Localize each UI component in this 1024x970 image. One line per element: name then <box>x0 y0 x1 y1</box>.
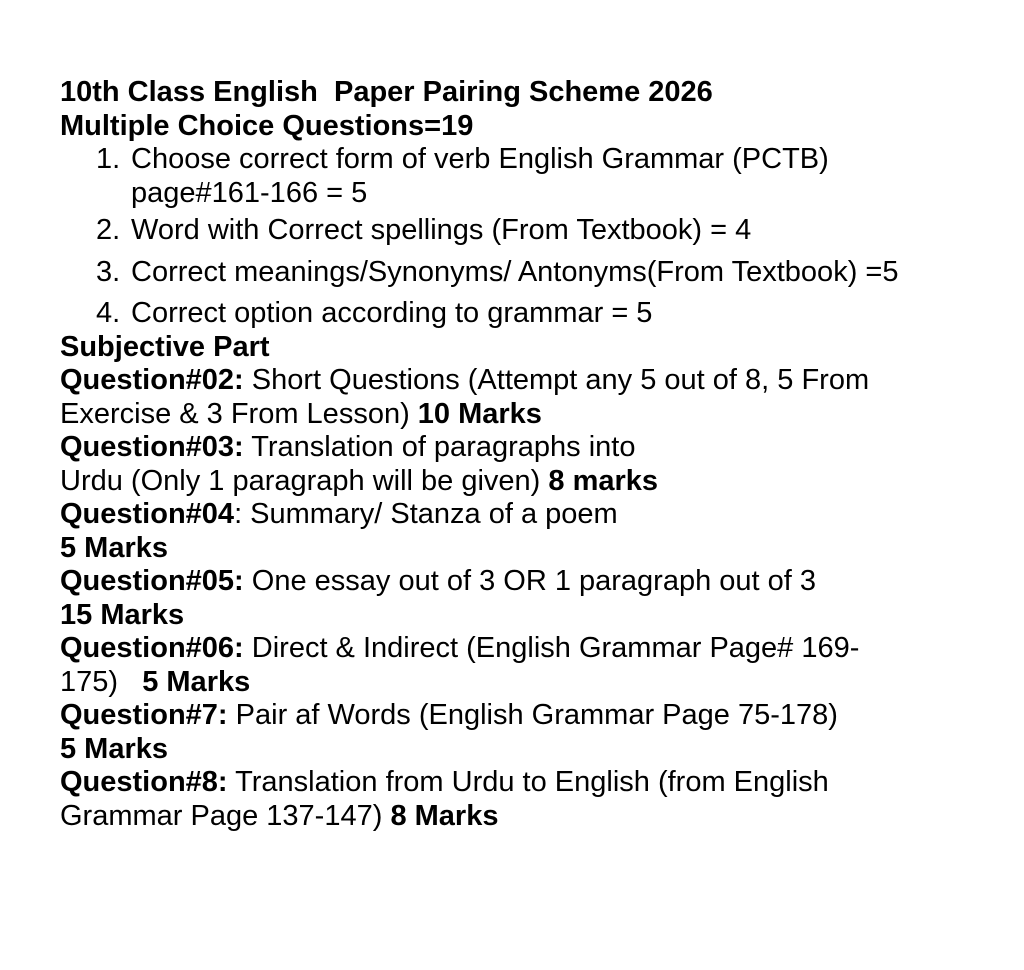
question-05 <box>60 565 1000 632</box>
list-item <box>60 256 1000 290</box>
question-text: Pair af Words (English Grammar Page 75-178) <box>227 699 838 731</box>
list-item-text: Correct option according to grammar = 5 <box>131 297 653 329</box>
question-text: Translation from Urdu to English (from English <box>227 766 829 798</box>
question-label: Question#06: <box>60 632 244 664</box>
mcq-list <box>60 143 1000 331</box>
question-marks: 5 Marks <box>142 665 251 698</box>
question-text: Short Questions (Attempt any 5 out of 8, 5 From <box>243 364 870 396</box>
question-text: Translation of paragraphs into <box>243 431 636 463</box>
list-item-number: 4. <box>96 297 121 329</box>
question-06 <box>60 632 1000 699</box>
mcq-heading: Multiple Choice Questions=19 <box>60 109 474 142</box>
question-marks: 8 marks <box>548 464 659 497</box>
question-text-continued: Urdu (Only 1 paragraph will be given) <box>60 464 549 497</box>
list-item-text: Choose correct form of verb English Grammar (PCTB) <box>131 143 829 175</box>
list-item <box>60 297 1000 331</box>
question-label: Question#05: <box>60 565 244 597</box>
question-marks: 15 Marks <box>60 598 185 631</box>
paper-scheme-document <box>60 76 1000 833</box>
list-item-text: Correct meanings/Synonyms/ Antonyms(From Textbook) =5 <box>131 255 899 288</box>
question-text-continued: 175) <box>60 665 143 698</box>
list-item-number: 3. <box>96 255 121 288</box>
list-item-number: 2. <box>96 214 121 246</box>
list-item-text: Word with Correct spellings (From Textbook) = 4 <box>131 214 752 246</box>
document-title: 10th Class English Paper Pairing Scheme 2026 <box>60 76 713 108</box>
question-04 <box>60 498 1000 565</box>
list-item-text-continued: page#161-166 = 5 <box>131 176 368 209</box>
question-marks: 8 Marks <box>390 799 499 832</box>
question-label: Question#04 <box>60 498 235 530</box>
question-label: Question#7: <box>60 699 228 731</box>
question-label: Question#02: <box>60 364 244 396</box>
question-08 <box>60 766 1000 833</box>
question-marks: 10 Marks <box>417 397 542 430</box>
list-item <box>60 143 1000 210</box>
question-label: Question#8: <box>60 766 228 798</box>
question-marks: 5 Marks <box>60 732 169 765</box>
question-text-continued: Grammar Page 137-147) <box>60 799 391 832</box>
question-text: One essay out of 3 OR 1 paragraph out of 3 <box>243 565 817 597</box>
question-marks: 5 Marks <box>60 531 169 564</box>
question-text-continued: Exercise & 3 From Lesson) <box>60 397 418 430</box>
question-03 <box>60 431 1000 498</box>
question-text: : Summary/ Stanza of a poem <box>234 498 618 530</box>
question-label: Question#03: <box>60 431 244 463</box>
list-item <box>60 214 1000 248</box>
list-item-number: 1. <box>96 143 121 175</box>
subjective-heading: Subjective Part <box>60 330 270 363</box>
question-text: Direct & Indirect (English Grammar Page# 169- <box>243 632 860 664</box>
question-07 <box>60 699 1000 766</box>
question-02 <box>60 364 1000 431</box>
